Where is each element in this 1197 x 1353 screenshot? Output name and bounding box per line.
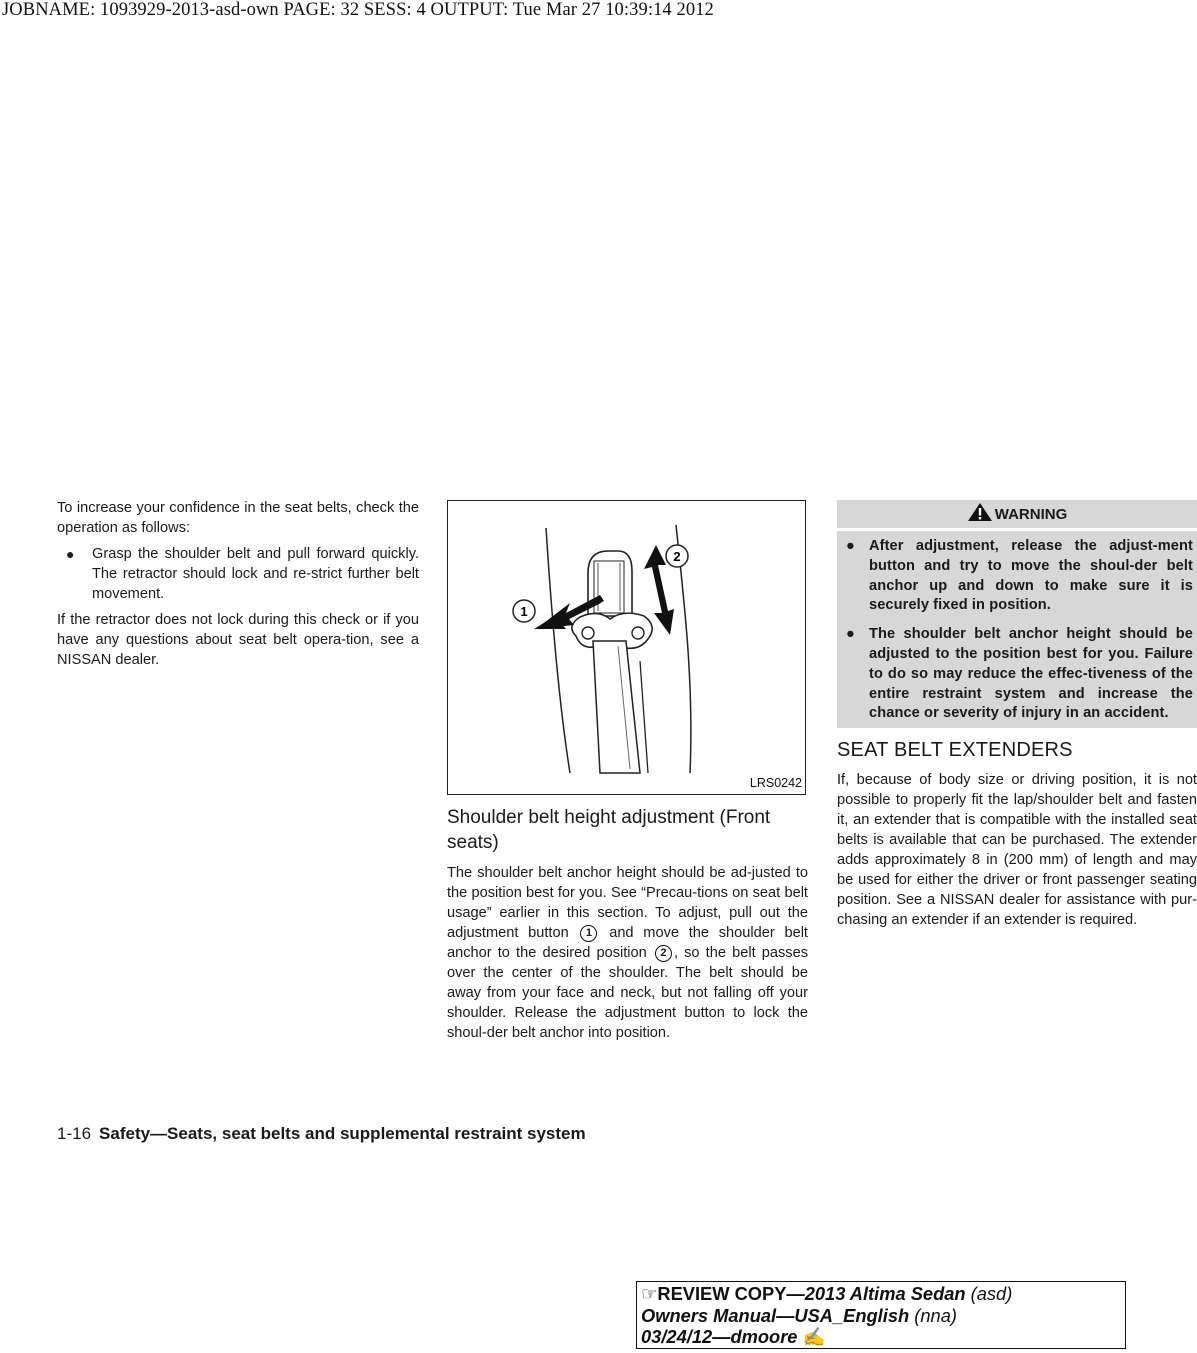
review-manual-code: (nna)	[909, 1304, 957, 1326]
adjustment-paragraph	[447, 863, 808, 1043]
warning-title: WARNING	[994, 506, 1068, 523]
ref-number-2: 2	[655, 945, 672, 962]
review-model: 2013 Altima Sedan	[804, 1283, 966, 1304]
intro-column	[57, 498, 419, 670]
list-item-text: Grasp the shoulder belt and pull forward quickly. The retractor should lock and re-strict further belt movement.	[92, 546, 419, 602]
extenders-heading: SEAT BELT EXTENDERS	[837, 739, 1073, 762]
bullet-icon: ●	[846, 626, 855, 643]
review-stamp	[636, 1281, 1126, 1349]
list-item	[841, 537, 1193, 616]
warning-list	[841, 537, 1193, 724]
adjustment-text-1: The shoulder belt anchor height should be ad-justed to the position best for you. See “Precau-tions on seat belt usage” earlier in this section. To adjust, pull out the adjustment button	[447, 865, 808, 941]
review-line-1	[641, 1283, 1125, 1305]
warning-column	[837, 500, 1197, 930]
review-manual: Owners Manual—USA_English	[641, 1304, 910, 1326]
page-footer	[57, 1124, 586, 1144]
review-date-author: 03/24/12—dmoore	[641, 1326, 798, 1348]
warning-item-text: After adjustment, release the adjust-ment button and try to move the shoul-der belt anchor up and down to make sure it is securely fixed in position.	[869, 538, 1193, 614]
list-item	[841, 625, 1193, 724]
warning-header	[837, 500, 1197, 531]
review-line-3	[641, 1326, 1125, 1348]
extenders-paragraph: If, because of body size or driving position, it is not possible to properly fit the lap/shoulder belt and fasten it, an extender that is compatible with the installed seat belts is available that can be purchased. The extender adds approximately 8 in (200 mm) of length and may be used for either the driver or front passenger seating position. See a NISSAN dealer for assistance with pur-chasing an extender if an extender is required.	[837, 772, 1197, 929]
section-heading: Shoulder belt height adjustment (Front seats)	[447, 807, 771, 853]
adjustment-text-3: , so the belt passes over the center of the shoulder. The belt should be away from your face and neck, but not falling off your shoulder. Release the adjustment button to lock the shoul-der belt anchor into position.	[447, 945, 808, 1041]
list-item	[57, 544, 419, 604]
review-model-code: (asd)	[965, 1283, 1013, 1304]
writing-hand-icon: ✍	[802, 1326, 826, 1348]
review-copy-label: REVIEW COPY—	[657, 1283, 805, 1304]
intro-paragraph: To increase your confidence in the seat belts, check the operation as follows:	[57, 500, 419, 536]
job-header: JOBNAME: 1093929-2013-asd-own PAGE: 32 SESS: 4 OUTPUT: Tue Mar 27 10:39:14 2012	[2, 0, 714, 20]
closing-paragraph: If the retractor does not lock during this check or if you have any questions about seat belt opera-tion, see a NISSAN dealer.	[57, 612, 419, 668]
bullet-icon: ●	[66, 546, 75, 562]
shoulder-belt-illustration	[448, 501, 807, 796]
check-list	[57, 544, 419, 604]
belt-anchor-figure	[447, 500, 806, 795]
adjustment-text-2: and move the shoulder belt anchor to the desired position	[447, 925, 808, 961]
footer-section-title: Safety—Seats, seat belts and supplemental restraint system	[99, 1124, 586, 1143]
figure-label-2: 2	[673, 549, 681, 564]
figure-code: LRS0242	[749, 776, 802, 790]
warning-triangle-icon	[967, 502, 993, 522]
adjustment-column	[447, 500, 808, 1043]
page-number: 1-16	[57, 1124, 92, 1143]
pointing-hand-icon: ☞	[641, 1283, 658, 1304]
warning-box	[837, 500, 1197, 728]
figure-label-1: 1	[520, 604, 528, 619]
ref-number-1: 1	[580, 925, 597, 942]
warning-item-text: The shoulder belt anchor height should be adjusted to the position best for you. Failure to do so may reduce the effec-tiveness of the entire restraint system and increase the chance or severity of injury in an accident.	[869, 626, 1193, 722]
bullet-icon: ●	[846, 538, 855, 554]
review-line-2	[641, 1305, 1125, 1327]
